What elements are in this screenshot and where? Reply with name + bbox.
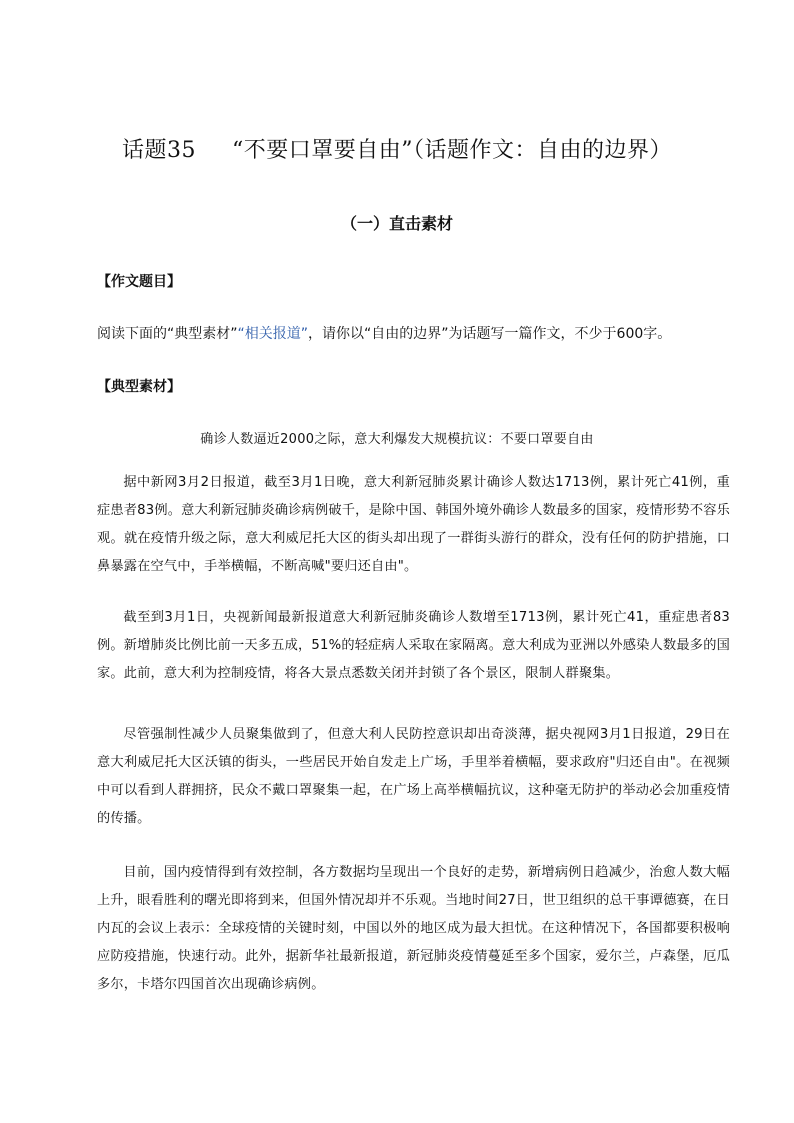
paragraph-4: 目前，国内疫情得到有效控制，各方数据均呈现出一个良好的走势，新增病例日趋减少，治愈人数大幅上升，眼看胜利的曙光即将到来，但国外情况却并不乐观。当地时间27日，世卫组织的总干事谭德赛，在日内瓦的会议上表示：全球疫情的关键时刻，中国以外的地区成为最大担忧。在这种情况下，各国都要积极响应防疫措施，快速行动。此外，据新华社最新报道，新冠肺炎疫情蔓延至多个国家，爱尔兰，卢森堡，厄瓜多尔，卡塔尔四国首次出现确诊病例。 — [97, 865, 731, 992]
title-prefix: 话题35 — [122, 138, 196, 163]
page-title — [0, 133, 794, 164]
essay-prompt — [97, 322, 737, 346]
prompt-heading: 【作文题目】 — [97, 274, 181, 290]
prompt-part-2: “相关报道” — [237, 326, 309, 342]
prompt-part-1: 阅读下面的“典型素材” — [97, 326, 238, 342]
section-subtitle: （一）直击素材 — [340, 214, 453, 233]
paragraph-2: 截至到3月1日，央视新闻最新报道意大利新冠肺炎确诊人数增至1713例，累计死亡41，重症患者83例。新增肺炎比例比前一天多五成，51%的轻症病人采取在家隔离。意大利成为亚洲以外感染人数最多的国家。此前，意大利为控制疫情，将各大景点悉数关闭并封锁了各个景区，限制人群聚集。 — [97, 610, 730, 681]
report-title: 确诊人数逼近2000之际，意大利爆发大规模抗议：不要口罩要自由 — [200, 432, 594, 447]
paragraph-3: 尽管强制性减少人员聚集做到了，但意大利人民防控意识却出奇淡薄，据央视网3月1日报道，29日在意大利威尼托大区沃镇的街头，一些居民开始自发走上广场，手里举着横幅，要求政府"归还自由"。在视频中可以看到人群拥挤，民众不戴口罩聚集一起，在广场上高举横幅抗议，这种毫无防护的举动必会加重疫情的传播。 — [97, 727, 730, 826]
material-heading: 【典型素材】 — [97, 379, 181, 395]
prompt-part-3: ，请你以“自由的边界”为话题写一篇作文，不少于600字。 — [308, 326, 672, 342]
paragraph-1: 据中新网3月2日报道，截至3月1日晚，意大利新冠肺炎累计确诊人数达1713例，累计死亡41例，重症患者83例。意大利新冠肺炎确诊病例破千，是除中国、韩国外境外确诊人数最多的国家，疫情形势不容乐观。就在疫情升级之际，意大利威尼托大区的街头却出现了一群街头游行的群众，没有任何的防护措施，口鼻暴露在空气中，手举横幅，不断高喊"要归还自由"。 — [97, 475, 731, 574]
title-main: “不要口罩要自由”（话题作文：自由的边界） — [232, 138, 672, 163]
